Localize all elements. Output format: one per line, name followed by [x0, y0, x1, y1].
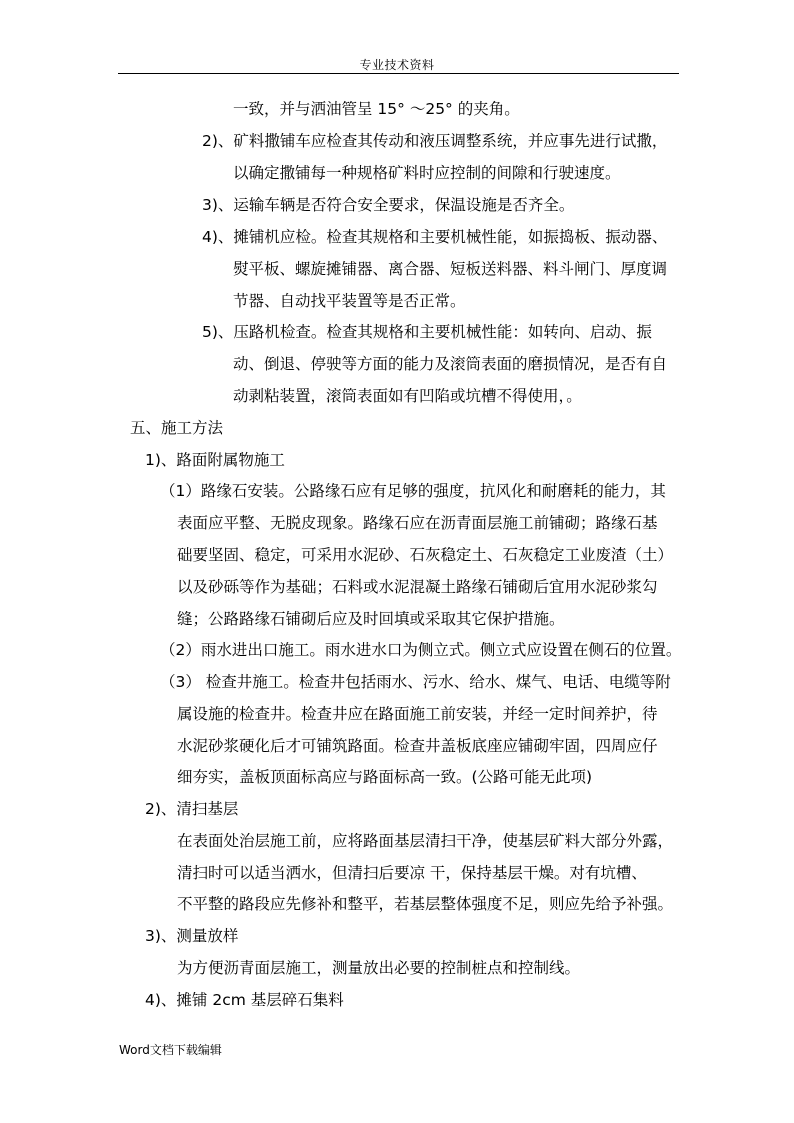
text-line: 清扫时可以适当洒水，但清扫后要凉 干，保持基层干燥。对有坑槽、: [177, 864, 647, 882]
text-line: 不平整的路段应先修补和整平，若基层整体强度不足，则应先给予补强。: [177, 895, 674, 913]
text-line: 缝；公路路缘石铺砌后应及时回填或采取其它保护措施。: [177, 610, 565, 628]
text-line: 动、倒退、停驶等方面的能力及滚筒表面的磨损情况，是否有自: [233, 355, 668, 373]
subsection-heading: 3)、测量放样: [145, 927, 239, 945]
subsection-heading: 1)、路面附属物施工: [145, 451, 285, 469]
text-line: 熨平板、螺旋摊铺器、离合器、短板送料器、料斗闸门、厚度调: [233, 260, 668, 278]
subsection-heading: 2)、清扫基层: [145, 800, 239, 818]
text-line: 以确定撒铺每一种规格矿料时应控制的间隙和行驶速度。: [233, 164, 621, 182]
subsection-heading: 4)、摊铺 2cm 基层碎石集料: [145, 991, 344, 1009]
text-line: 5)、压路机检查。检查其规格和主要机械性能：如转向、启动、振: [202, 323, 652, 341]
text-line: 细夯实，盖板顶面标高应与路面标高一致。(公路可能无此项): [177, 768, 593, 786]
section-heading: 五、施工方法: [130, 419, 224, 437]
text-line: 为方便沥青面层施工，测量放出必要的控制桩点和控制线。: [177, 959, 581, 977]
text-line: 在表面处治层施工前，应将路面基层清扫干净，使基层矿料大部分外露，: [177, 832, 674, 850]
text-line: （3） 检查井施工。检查井包括雨水、污水、给水、煤气、电话、电缆等附: [160, 673, 671, 691]
text-line: 属设施的检查井。检查井应在路面施工前安装，并经一定时间养护，待: [177, 705, 658, 723]
text-line: 2)、矿料撒铺车应检查其传动和液压调整系统，并应事先进行试撒，: [202, 132, 668, 150]
header-divider: [118, 73, 679, 74]
page-footer: Word文档下载编辑: [119, 1043, 222, 1057]
text-line: 水泥砂浆硬化后才可铺筑路面。检查井盖板底座应铺砌牢固，四周应仔: [177, 737, 658, 755]
text-line: 节器、自动找平装置等是否正常。: [233, 292, 466, 310]
text-line: （1）路缘石安装。公路缘石应有足够的强度，抗风化和耐磨耗的能力，其: [160, 482, 666, 500]
text-line: 3)、运输车辆是否符合安全要求，保温设施是否齐全。: [202, 196, 575, 214]
text-line: 4)、摊铺机应检。检查其规格和主要机械性能，如振捣板、振动器、: [202, 228, 668, 246]
text-line: 以及砂砾等作为基础；石料或水泥混凝土路缘石铺砌后宜用水泥砂浆勾: [177, 578, 658, 596]
text-line: 动剥粘装置，滚筒表面如有凹陷或坑槽不得使用，。: [233, 387, 582, 405]
text-line: （2）雨水进出口施工。雨水进水口为侧立式。侧立式应设置在侧石的位置。: [160, 641, 682, 659]
text-line: 一致，并与洒油管呈 15° ～25° 的夹角。: [233, 100, 520, 118]
header-title: 专业技术资料: [359, 58, 435, 72]
text-line: 础要坚固、稳定，可采用水泥砂、石灰稳定土、石灰稳定工业废渣（土）: [177, 546, 674, 564]
text-line: 表面应平整、无脱皮现象。路缘石应在沥青面层施工前铺砌；路缘石基: [177, 514, 658, 532]
